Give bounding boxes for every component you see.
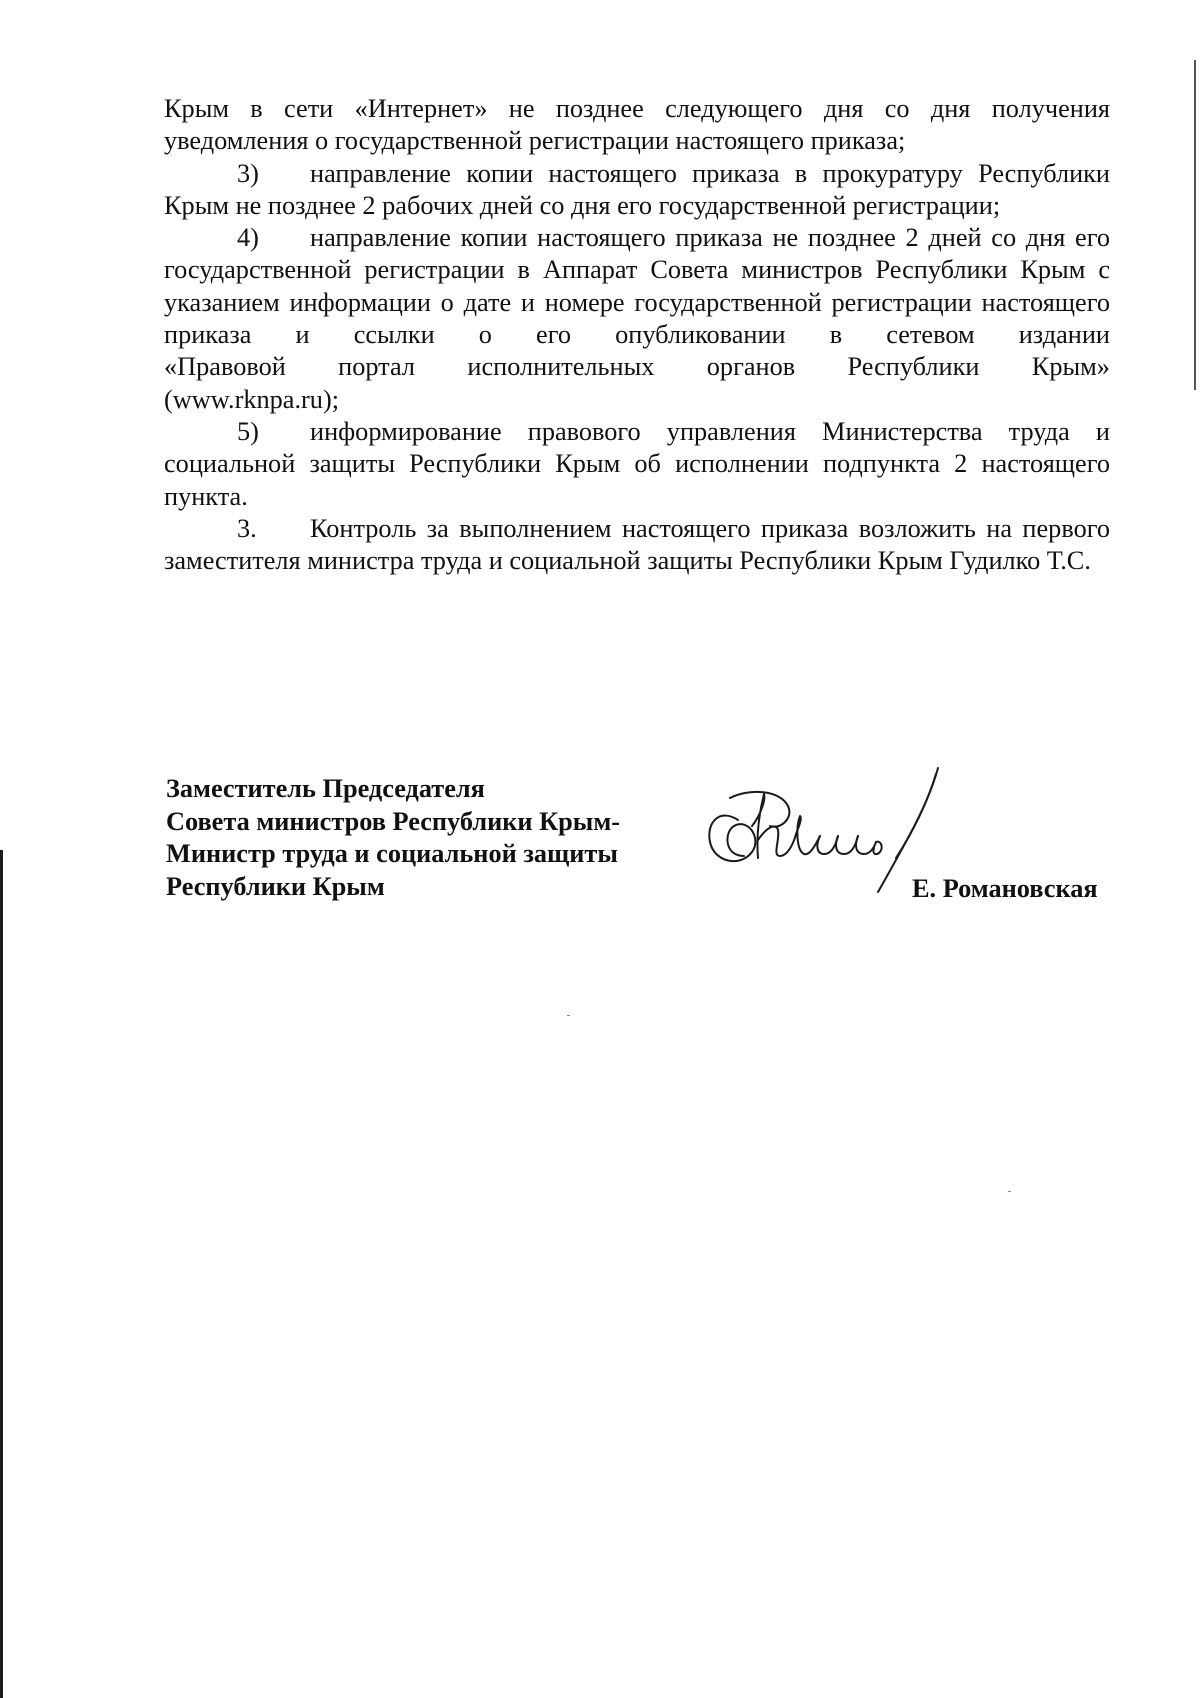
signatory-position [166,773,620,903]
item-number: 4) [237,223,259,253]
signatory-name: Е. Романовская [912,874,1098,903]
paragraph-line: Крым в сети «Интернет» не позднее следующего дня со дня получения [164,94,1110,123]
portal-word: «Правовой [164,352,286,382]
paragraph-control [164,513,1110,578]
position-line: Заместитель Председателя [166,774,485,803]
portal-word: исполнительных [467,352,655,382]
position-line: Республики Крым [166,871,385,901]
scan-speck [567,1015,570,1016]
portal-url: (www.rknpa.ru); [164,384,340,414]
portal-word: Крым» [1031,352,1110,382]
portal-word: портал [338,352,416,382]
scan-border-right [1194,60,1196,390]
item-number: 5) [237,416,259,446]
item-text: направление копии настоящего приказа в прокуратуру Республики Крым не позднее 2 рабочих дней со дня его государственной регистрации; [164,158,1110,220]
paragraph-line: уведомления о государственной регистрации настоящего приказа; [164,126,906,156]
document-body [164,93,1110,577]
item-text: направление копии настоящего приказа не позднее 2 дней со дня его государственной регистрации в Аппарат Совета министров Республики Крым с указанием информации о дате и номере государственной регистрации настоящего приказа и ссылки о его опубликовании в сетевом издании [164,223,1110,350]
portal-word: Республики [847,352,980,382]
item-text: Контроль за выполнением настоящего приказа возложить на первого заместителя министра труда и социальной защиты Республики Крым Гудилко Т.С. [164,513,1110,576]
paragraph-item-4 [164,222,1110,351]
item-number: 3. [237,513,257,543]
position-line: Министр труда и социальной защиты [166,839,618,868]
item-text: информирование правового управления Министерства труда и социальной защиты Республики Крым об исполнении подпункта 2 настоящего пункта. [164,416,1110,511]
portal-name-line [164,351,1110,383]
item-number: 3) [237,158,259,188]
paragraph-item-5 [164,416,1110,513]
position-line: Совета министров Республики Крым- [166,806,620,836]
scan-speck [1008,1191,1011,1192]
scan-border-left [0,850,3,1698]
paragraph-publication-continued [164,93,1110,158]
portal-word: органов [706,352,796,382]
paragraph-item-3 [164,158,1110,223]
